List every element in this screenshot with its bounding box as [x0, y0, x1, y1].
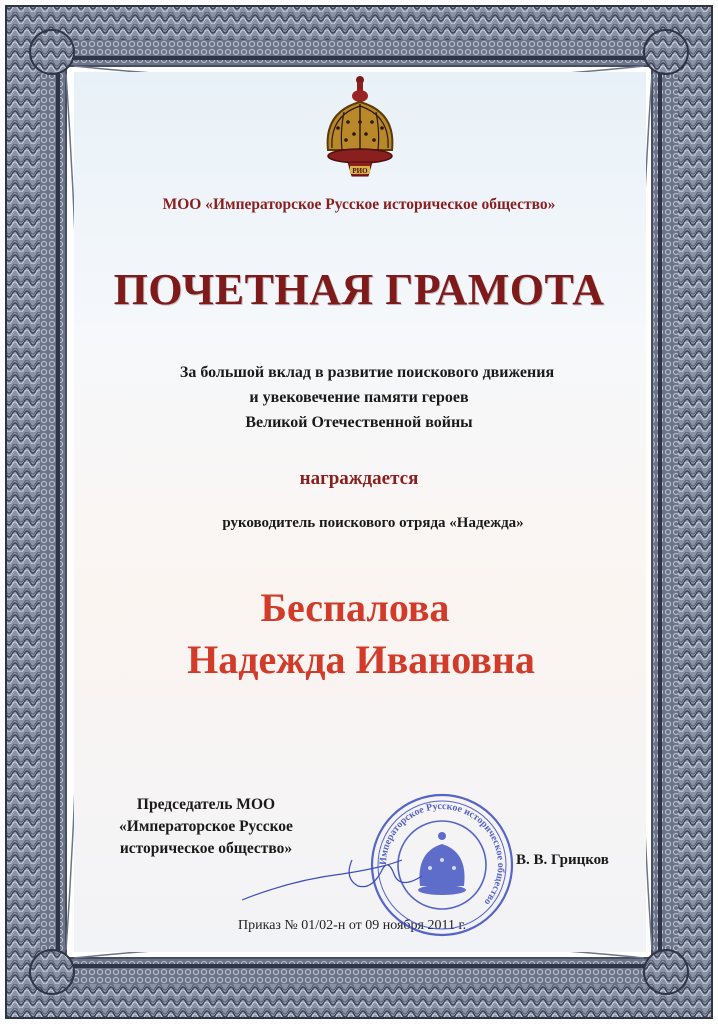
stamp-text: Императорское Русское историческое общество — [377, 800, 507, 908]
recipient-surname: Беспалова — [260, 585, 450, 630]
recipient-position: руководитель поискового отряда «Надежда» — [222, 515, 524, 531]
reason-line-1: За большой вклад в развитие поискового движения — [179, 364, 555, 381]
recipient-given-names: Надежда Ивановна — [187, 637, 535, 682]
order-reference: Приказ № 01/02-н от 09 ноября 2011 г. — [238, 918, 467, 933]
certificate-title: ПОЧЕТНАЯ ГРАМОТА — [113, 265, 605, 314]
signatory-title-line-1: Председатель МОО — [136, 796, 276, 813]
signatory-title-line-3: историческое общество» — [119, 840, 293, 857]
signatory-name: В. В. Грицков — [516, 852, 609, 868]
crown-label: РИО — [352, 167, 368, 175]
official-stamp-icon — [364, 790, 520, 940]
reason-line-2: и увековечение памяти героев — [249, 389, 469, 406]
signatory-title-line-2: «Императорское Русское — [119, 818, 293, 835]
awarded-label: награждается — [299, 468, 419, 489]
organization-name: МОО «Императорское Русское историческое общество» — [162, 196, 556, 213]
crown-emblem-icon — [318, 72, 402, 190]
reason-line-3: Великой Отечественной войны — [245, 414, 473, 431]
